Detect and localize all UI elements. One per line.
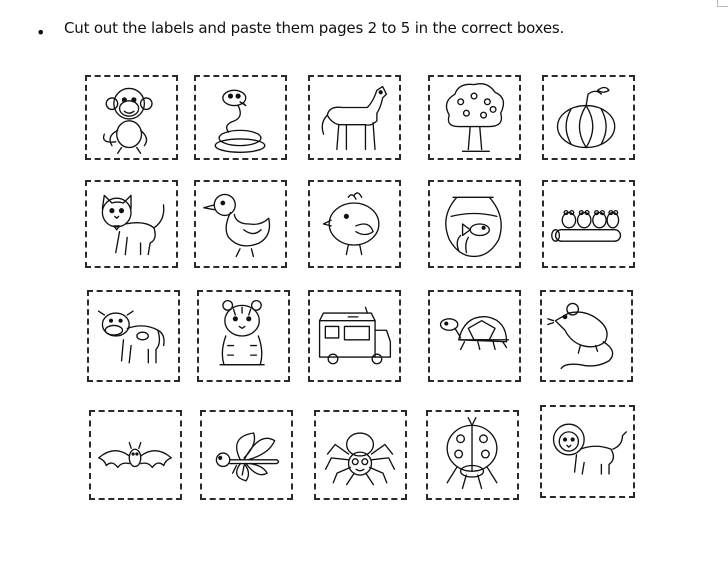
mouse-icon [542, 292, 631, 380]
bat-icon [91, 412, 180, 498]
turtle-icon [430, 292, 519, 380]
instruction-text: Cut out the labels and paste them pages 2 to 5 in the correct boxes. [64, 19, 565, 37]
pumpkin-icon [544, 77, 633, 158]
mouse-card[interactable] [540, 290, 633, 382]
monkey-card[interactable] [85, 75, 178, 160]
fish-bowl-card[interactable] [428, 180, 521, 268]
frogs-on-log-icon [544, 182, 633, 266]
duck-icon [196, 182, 285, 266]
snake-card[interactable] [194, 75, 287, 160]
spider-icon [316, 412, 405, 498]
cat-icon [87, 182, 176, 266]
dragonfly-icon [202, 412, 291, 498]
monkey-icon [87, 77, 176, 158]
apple-tree-card[interactable] [428, 75, 521, 160]
cow-icon [89, 292, 178, 380]
page-corner-mark [717, 0, 728, 7]
fish-bowl-icon [430, 182, 519, 266]
bird-icon [310, 182, 399, 266]
bat-card[interactable] [89, 410, 182, 500]
turtle-card[interactable] [428, 290, 521, 382]
ladybug-card[interactable] [426, 410, 519, 500]
ladybug-icon [428, 412, 517, 498]
food-truck-card[interactable] [308, 290, 401, 382]
tiger-icon [199, 292, 288, 380]
dragonfly-card[interactable] [200, 410, 293, 500]
cat-card[interactable] [85, 180, 178, 268]
lion-icon [542, 407, 633, 496]
spider-card[interactable] [314, 410, 407, 500]
tiger-card[interactable] [197, 290, 290, 382]
lion-card[interactable] [540, 405, 635, 498]
cow-card[interactable] [87, 290, 180, 382]
snake-icon [196, 77, 285, 158]
bird-card[interactable] [308, 180, 401, 268]
food-truck-icon [310, 292, 399, 380]
horse-card[interactable] [308, 75, 401, 160]
apple-tree-icon [430, 77, 519, 158]
instruction-bullet: • [36, 23, 46, 42]
frogs-on-log-card[interactable] [542, 180, 635, 268]
horse-icon [310, 77, 399, 158]
pumpkin-card[interactable] [542, 75, 635, 160]
duck-card[interactable] [194, 180, 287, 268]
